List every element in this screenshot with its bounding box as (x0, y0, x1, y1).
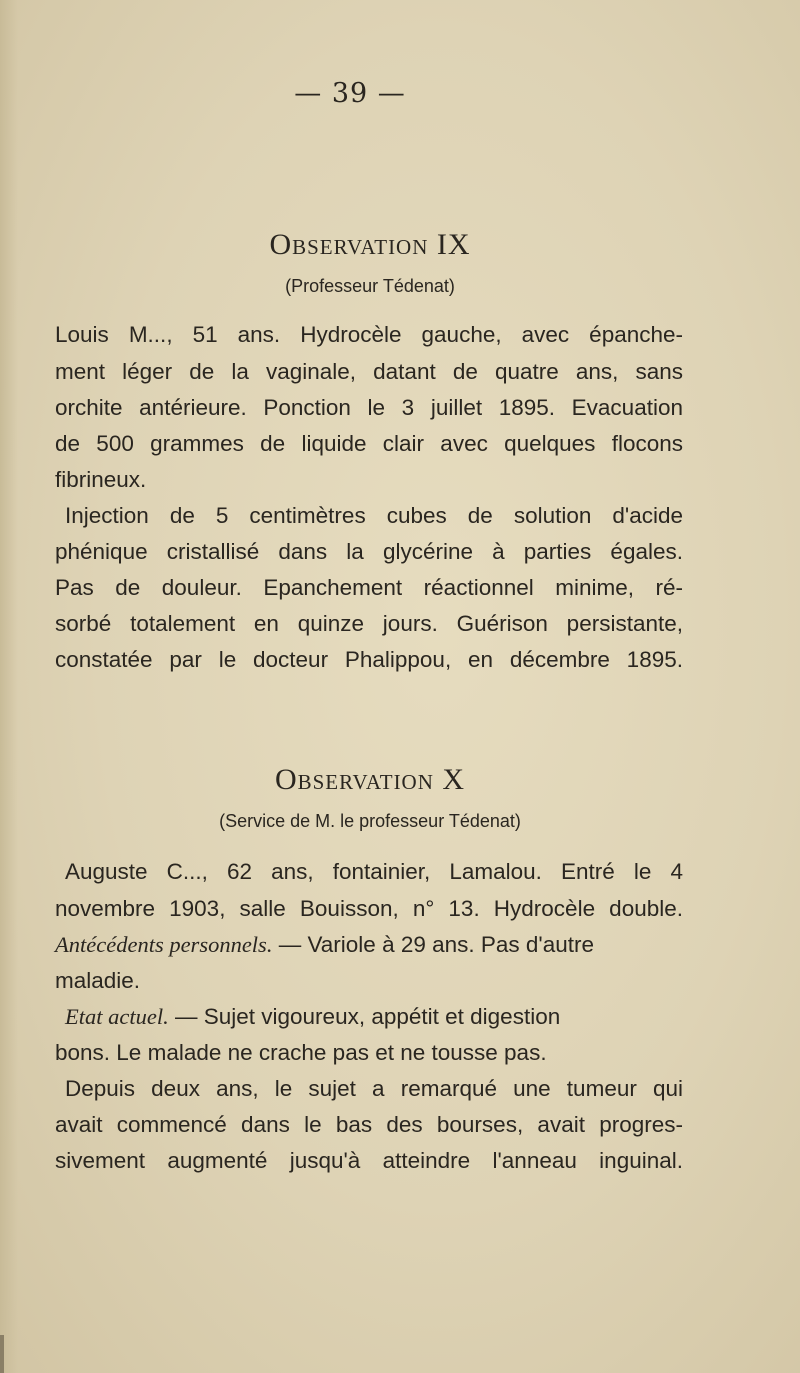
page-edge-shadow (0, 0, 18, 1373)
text-line (55, 930, 594, 960)
text-line: Louis M..., 51 ans. Hydrocèle gauche, avec épanche- (55, 322, 683, 347)
text-line: Injection de 5 centimètres cubes de solution d'acide (65, 503, 683, 528)
observation-ix-body (55, 320, 683, 672)
text-line: Pas de douleur. Epanchement réactionnel minime, ré- (55, 575, 683, 600)
text-line: bons. Le malade ne crache pas et ne tousse pas. (55, 1040, 547, 1065)
observation-x-heading: Observation X (274, 763, 466, 796)
text-line: ment léger de la vaginale, datant de quatre ans, sans (55, 359, 683, 384)
observation-x-subheading: (Service de M. le professeur Tédenat) (219, 811, 521, 831)
text-line: fibrineux. (55, 467, 147, 492)
text-line: phénique cristallisé dans la glycérine à parties égales. (55, 539, 683, 564)
observation-x-body (55, 857, 683, 1187)
text-line: sivement augmenté jusqu'à atteindre l'anneau inguinal. (55, 1148, 683, 1173)
text-line: sorbé totalement en quinze jours. Guérison persistante, (55, 611, 683, 636)
text-run: — Sujet vigoureux, appétit et digestion (168, 1004, 561, 1029)
text-line: Auguste C..., 62 ans, fontainier, Lamalou. Entré le 4 (65, 859, 683, 884)
text-line: de 500 grammes de liquide clair avec quelques flocons (55, 431, 683, 456)
text-line: maladie. (55, 968, 141, 993)
text-run: — Variole à 29 ans. Pas d'autre (272, 932, 595, 957)
scan-edge-mark (0, 1335, 4, 1373)
text-line (65, 1002, 560, 1032)
section-label-etat-actuel: Etat actuel. (65, 1004, 169, 1029)
page-number: — 39 — (294, 78, 406, 109)
observation-ix-subheading: (Professeur Tédenat) (285, 276, 455, 296)
section-label-antecedents: Antécédents personnels. (55, 932, 273, 957)
observation-ix-heading: Observation IX (269, 228, 471, 261)
text-line: orchite antérieure. Ponction le 3 juillet 1895. Evacuation (55, 395, 683, 420)
text-line: Depuis deux ans, le sujet a remarqué une tumeur qui (65, 1076, 683, 1101)
text-line: avait commencé dans le bas des bourses, avait progres- (55, 1112, 683, 1137)
text-line: novembre 1903, salle Bouisson, n° 13. Hydrocèle double. (55, 896, 683, 921)
text-line: constatée par le docteur Phalippou, en décembre 1895. (55, 647, 683, 672)
